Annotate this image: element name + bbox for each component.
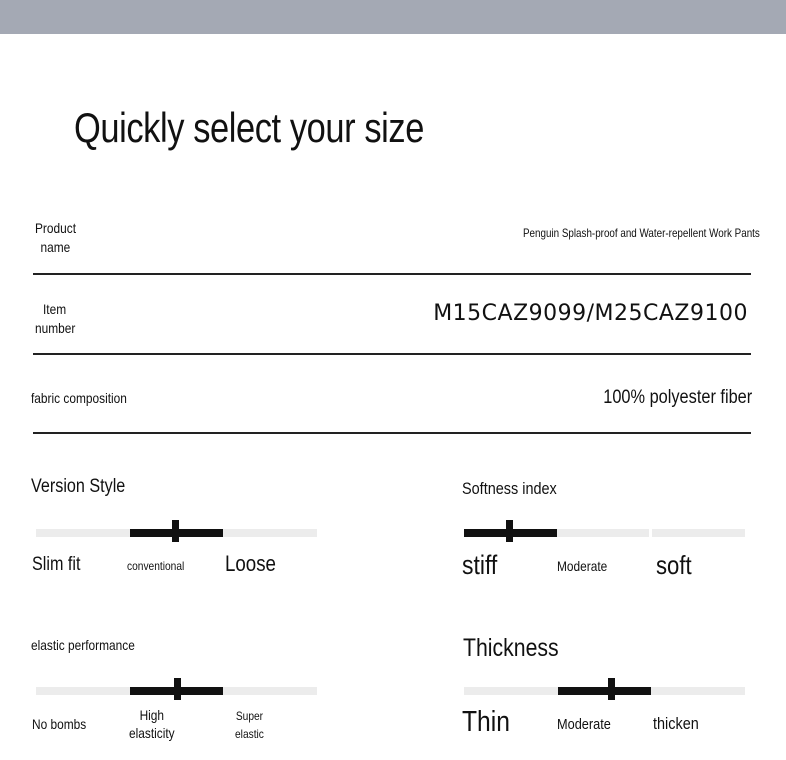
product-name-value: Penguin Splash-proof and Water-repellent Work Pants: [523, 226, 760, 240]
thickness-option-thicken: thicken: [653, 714, 699, 733]
top-bar: [0, 0, 786, 34]
version-option-conventional: conventional: [127, 559, 185, 573]
elastic-option-high: High elasticity: [129, 707, 175, 741]
item-number-label: Item number: [35, 301, 76, 336]
elastic-option-no-bombs: No bombs: [32, 716, 87, 732]
page-title: Quickly select your size: [74, 104, 424, 151]
thickness-title: Thickness: [463, 634, 559, 662]
fabric-composition-label: fabric composition: [31, 390, 127, 406]
version-style-title: Version Style: [31, 476, 126, 497]
thickness-slider[interactable]: [464, 687, 745, 695]
divider: [33, 273, 751, 275]
version-option-slim: Slim fit: [32, 554, 81, 575]
softness-title: Softness index: [462, 479, 557, 498]
product-name-label: Product name: [35, 220, 77, 255]
softness-option-stiff: stiff: [462, 550, 498, 580]
elastic-title: elastic performance: [31, 637, 135, 653]
slider-knob[interactable]: [172, 520, 179, 542]
softness-slider[interactable]: [464, 529, 745, 537]
elastic-option-super: Super elastic: [235, 709, 264, 741]
softness-option-soft: soft: [656, 550, 692, 580]
version-style-slider[interactable]: [36, 529, 317, 537]
version-option-loose: Loose: [225, 551, 276, 576]
fabric-composition-value: 100% polyester fiber: [603, 387, 752, 408]
divider: [33, 432, 751, 434]
thickness-option-moderate: Moderate: [557, 716, 611, 733]
slider-knob[interactable]: [174, 678, 181, 700]
divider: [33, 353, 751, 355]
item-number-value: M15CAZ9099/M25CAZ9100: [433, 301, 748, 326]
thickness-option-thin: Thin: [462, 706, 510, 738]
softness-option-moderate: Moderate: [557, 558, 608, 574]
slider-knob[interactable]: [608, 678, 615, 700]
slider-knob[interactable]: [506, 520, 513, 542]
elastic-slider[interactable]: [36, 687, 317, 695]
